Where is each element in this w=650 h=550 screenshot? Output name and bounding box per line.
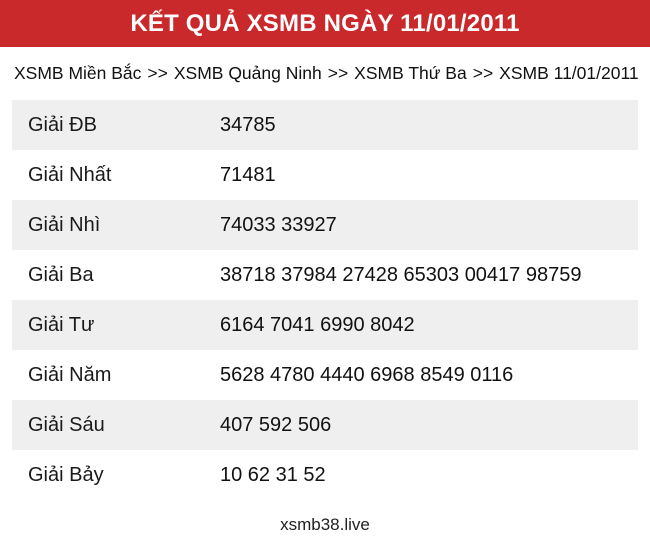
breadcrumb-item-province[interactable]: XSMB Quảng Ninh <box>173 63 322 83</box>
header-bar <box>0 0 650 47</box>
table-row <box>12 150 638 200</box>
prize-numbers: 407 592 506 <box>220 413 332 436</box>
prize-label: Giải Nhì <box>28 213 101 236</box>
breadcrumb <box>0 47 650 100</box>
table-row <box>12 200 638 250</box>
breadcrumb-separator: >> <box>147 63 168 83</box>
footer-site-text: xsmb38.live <box>280 515 370 534</box>
page-title: KẾT QUẢ XSMB NGÀY 11/01/2011 <box>130 9 520 37</box>
table-row <box>12 100 638 150</box>
prize-numbers: 5628 4780 4440 6968 8549 0116 <box>220 363 514 386</box>
table-row <box>12 450 638 500</box>
results-table <box>12 100 638 500</box>
table-row <box>12 250 638 300</box>
prize-numbers: 71481 <box>220 163 276 186</box>
prize-numbers: 34785 <box>220 113 276 136</box>
prize-label: Giải Sáu <box>28 413 105 436</box>
table-row <box>12 350 638 400</box>
footer <box>0 500 650 550</box>
prize-numbers: 6164 7041 6990 8042 <box>220 313 415 336</box>
breadcrumb-item-weekday[interactable]: XSMB Thứ Ba <box>354 63 467 83</box>
prize-label: Giải Năm <box>28 363 112 386</box>
prize-numbers: 74033 33927 <box>220 213 337 236</box>
prize-label: Giải Ba <box>28 263 94 286</box>
table-row <box>12 400 638 450</box>
table-row <box>12 300 638 350</box>
breadcrumb-item-date[interactable]: XSMB 11/01/2011 <box>499 63 639 83</box>
prize-numbers: 10 62 31 52 <box>220 463 326 486</box>
prize-label: Giải ĐB <box>28 113 97 136</box>
prize-numbers: 38718 37984 27428 65303 00417 98759 <box>220 263 582 286</box>
prize-label: Giải Bảy <box>28 463 104 486</box>
prize-label: Giải Tư <box>28 313 95 336</box>
breadcrumb-separator: >> <box>327 63 349 83</box>
breadcrumb-separator: >> <box>472 63 494 83</box>
prize-label: Giải Nhất <box>28 163 112 186</box>
breadcrumb-item-region[interactable]: XSMB Miền Bắc <box>14 63 142 83</box>
